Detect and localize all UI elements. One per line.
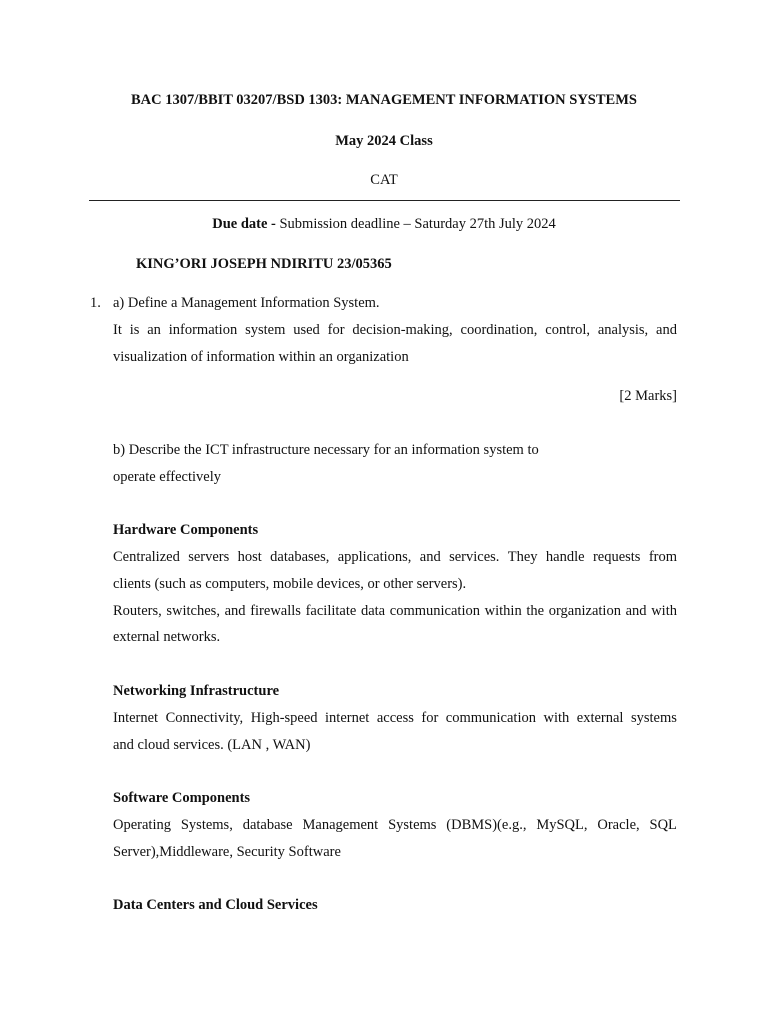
word: decision-making, bbox=[352, 322, 453, 338]
word: communication bbox=[445, 710, 536, 726]
course-title: BAC 1307/BBIT 03207/BSD 1303: MANAGEMENT INFORMATION SYSTEMS bbox=[131, 92, 637, 108]
word: Systems bbox=[388, 817, 437, 833]
word: communication bbox=[389, 603, 480, 619]
word: coordination, bbox=[460, 322, 538, 338]
section-heading-software: Software Components bbox=[113, 790, 251, 806]
section-heading-networking: Networking Infrastructure bbox=[113, 683, 280, 699]
assessment-type: CAT bbox=[370, 172, 398, 188]
question-number: 1. bbox=[90, 295, 101, 311]
word: an bbox=[147, 322, 161, 338]
due-date-label: Due date - bbox=[212, 216, 280, 232]
software-line-2: Server),Middleware, Security Software bbox=[113, 844, 341, 860]
word: handle bbox=[545, 549, 585, 565]
word: services. bbox=[449, 549, 500, 565]
due-date-text: Submission deadline – Saturday 27th July 2024 bbox=[279, 216, 556, 232]
word: switches, bbox=[166, 603, 220, 619]
networking-line-1 bbox=[113, 710, 677, 727]
word: Routers, bbox=[113, 603, 162, 619]
word: organization bbox=[548, 603, 621, 619]
word: information bbox=[168, 322, 238, 338]
class-title: May 2024 Class bbox=[335, 133, 433, 149]
word: with bbox=[651, 603, 677, 619]
header-divider bbox=[89, 200, 680, 201]
word: used bbox=[293, 322, 320, 338]
word: internet bbox=[325, 710, 370, 726]
word: firewalls bbox=[250, 603, 301, 619]
word: It bbox=[113, 322, 122, 338]
word: They bbox=[507, 549, 538, 565]
word: system bbox=[245, 322, 286, 338]
word: analysis, bbox=[597, 322, 649, 338]
word: requests bbox=[592, 549, 641, 565]
word: Systems, bbox=[180, 817, 233, 833]
word: MySQL, bbox=[536, 817, 588, 833]
word: for bbox=[327, 322, 345, 338]
hardware-line-1 bbox=[113, 549, 677, 566]
word: and bbox=[419, 549, 441, 565]
word: Operating bbox=[113, 817, 171, 833]
word: host bbox=[237, 549, 262, 565]
word: databases, bbox=[270, 549, 330, 565]
word: systems bbox=[630, 710, 677, 726]
word: Connectivity, bbox=[165, 710, 244, 726]
word: Internet bbox=[113, 710, 159, 726]
question-a-prompt: a) Define a Management Information System. bbox=[113, 295, 380, 311]
question-a-answer-line-2: visualization of information within an organization bbox=[113, 349, 409, 365]
hardware-line-3 bbox=[113, 603, 677, 620]
word: and bbox=[656, 322, 677, 338]
word: facilitate bbox=[305, 603, 357, 619]
word: access bbox=[376, 710, 414, 726]
word: database bbox=[242, 817, 293, 833]
word: servers bbox=[188, 549, 230, 565]
hardware-line-2: clients (such as computers, mobile devices, or other servers). bbox=[113, 576, 467, 592]
word: Management bbox=[302, 817, 379, 833]
word: (DBMS)(e.g., bbox=[446, 817, 527, 833]
word: applications, bbox=[337, 549, 412, 565]
word: external bbox=[576, 710, 624, 726]
software-line-1 bbox=[113, 817, 677, 834]
word: within bbox=[484, 603, 522, 619]
question-b-prompt-line-2: operate effectively bbox=[113, 469, 222, 485]
hardware-line-4: external networks. bbox=[113, 629, 221, 645]
student-name: KING’ORI JOSEPH NDIRITU 23/05365 bbox=[136, 256, 392, 272]
word: data bbox=[360, 603, 386, 619]
word: and bbox=[224, 603, 246, 619]
word: the bbox=[526, 603, 545, 619]
word: Centralized bbox=[113, 549, 180, 565]
word: Oracle, bbox=[597, 817, 640, 833]
word: for bbox=[421, 710, 439, 726]
word: from bbox=[648, 549, 677, 565]
word: with bbox=[543, 710, 570, 726]
networking-line-2: and cloud services. (LAN , WAN) bbox=[113, 737, 311, 753]
word: High-speed bbox=[250, 710, 318, 726]
word: control, bbox=[545, 322, 590, 338]
question-a-answer-line-1 bbox=[113, 322, 677, 339]
section-heading-hardware: Hardware Components bbox=[113, 522, 259, 538]
word: SQL bbox=[649, 817, 677, 833]
marks-label: [2 Marks] bbox=[619, 388, 677, 404]
section-heading-data-centers: Data Centers and Cloud Services bbox=[113, 897, 318, 913]
due-date-line bbox=[0, 216, 768, 233]
question-b-prompt-line-1: b) Describe the ICT infrastructure necessary for an information system to bbox=[113, 442, 539, 458]
word: and bbox=[625, 603, 647, 619]
word: is bbox=[129, 322, 140, 338]
